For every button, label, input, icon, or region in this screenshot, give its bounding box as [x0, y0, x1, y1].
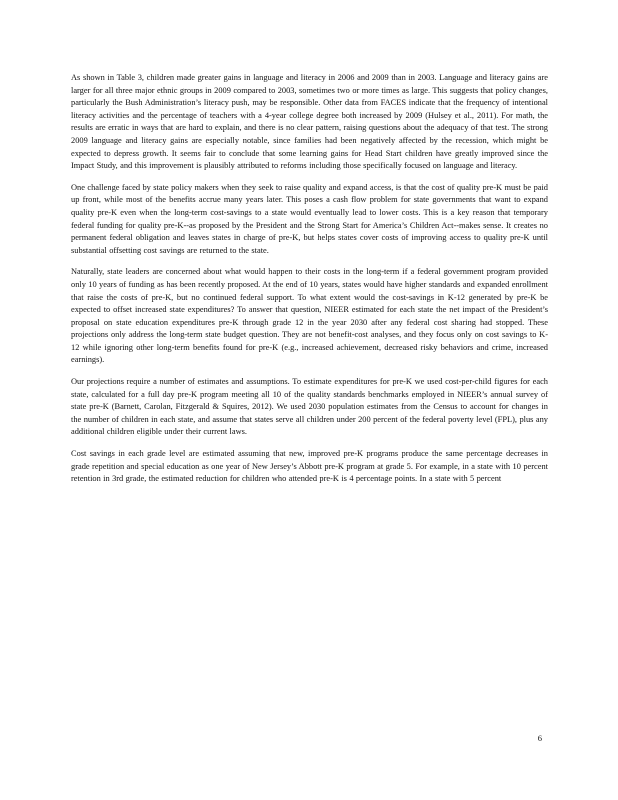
paragraph-cash-flow-challenge: One challenge faced by state policy makers when they seek to raise quality and expand access, is that the cost of quality pre-K must be paid up front, while most of the benefits accrue many years later. This poses a cash flow problem for state governments that want to expand quality pre-K even when the long-term cost-savings to a state would eventually lead to lower costs. This is a key reason that temporary federal funding for quality pre-K--as proposed by the President and the Strong Start for America’s Children Act--makes sense. It creates no permanent federal obligation and leaves states in charge of pre-K, but helps states cover costs of improving access to quality pre-K until substantial offsetting cost savings are returned to the state. [71, 182, 548, 255]
paragraph-head-start-gains: As shown in Table 3, children made greater gains in language and literacy in 2006 and 2009 than in 2003. Language and literacy gains are larger for all three major ethnic groups in 2009 compared to 2003, sometimes two or more times as large. This suggests that policy changes, particularly the Bush Administration’s literacy push, may be responsible. Other data from FACES indicate that the frequency of intentional literacy activities and the percentage of teachers with a 4-year college degree both increased by 2009 (Hulsey et al., 2011). For math, the results are erratic in ways that are hard to explain, and there is no clear pattern, raising questions about the adequacy of that test. The strong 2009 language and literacy gains are especially notable, since families had been negatively affected by the recession, which might be expected to depress growth. It seems fair to conclude that some learning gains for Head Start children have greatly improved since the Impact Study, and this improvement is plausibly attributed to reforms including those specifically focused on language and literacy. [71, 73, 548, 171]
page-number: 6 [537, 733, 542, 743]
paragraph-cost-savings-method: Cost savings in each grade level are estimated assuming that new, improved pre-K programs produce the same percentage decreases in grade repetition and special education as one year of New Jersey’s Abbott pre-K program at grade 5. For example, in a state with 10 percent retention in 3rd grade, the estimated reduction for children who attended pre-K is 4 percentage points. In a state with 5 percent [71, 449, 548, 484]
body-text [71, 72, 548, 495]
paragraph-state-cost-concerns: Naturally, state leaders are concerned about what would happen to their costs in the long-term if a federal government program provided only 10 years of funding as has been recently proposed. At the end of 10 years, states would have higher standards and expanded enrollment that raise the costs of pre-K, but no continued federal support. To what extent would the cost-savings in K-12 generated by pre-K be expected to offset increased state expenditures? To answer that question, NIEER estimated for each state the net impact of the President’s proposal on state education expenditures pre-K through grade 12 in the year 2030 after any federal cost sharing had stopped. These projections only address the long-term state budget question. They are not benefit-cost analyses, and they focus only on cost savings to K-12 while ignoring other long-term benefits found for pre-K (e.g., increased achievement, decreased risky behaviors and crime, increased earnings). [71, 267, 548, 365]
paragraph-projection-assumptions: Our projections require a number of estimates and assumptions. To estimate expenditures for pre-K we used cost-per-child figures for each state, calculated for a full day pre-K program meeting all 10 of the quality standards benchmarks employed in NIEER’s annual survey of state pre-K (Barnett, Carolan, Fitzgerald & Squires, 2012). We used 2030 population estimates from the Census to account for changes in the number of children in each state, and assume that states serve all children under 200 percent of the federal poverty level (FPL), plus any additional children eligible under their current laws. [71, 377, 548, 437]
